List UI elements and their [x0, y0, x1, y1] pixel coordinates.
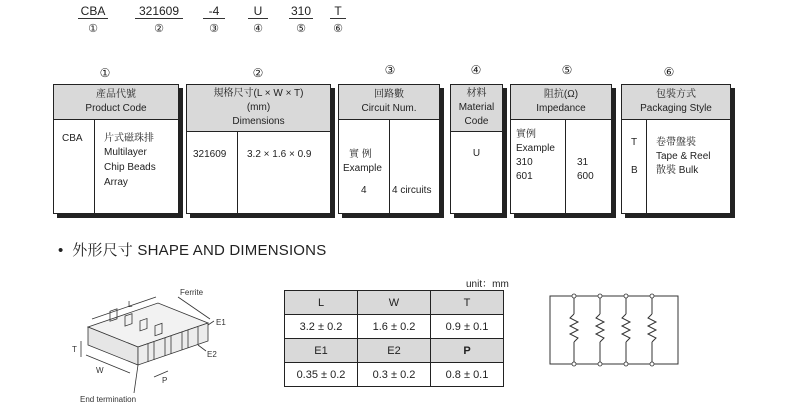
- pn-seg-3: -4: [203, 4, 225, 19]
- table-row: [285, 291, 504, 315]
- circuit-example-en: Example: [343, 163, 382, 174]
- pn-seg-2: 321609: [135, 4, 183, 19]
- table-cell: L: [285, 291, 358, 315]
- packaging-code-2: B: [631, 165, 638, 176]
- box-marker-2: ②: [252, 66, 264, 80]
- pn-seg-6: T: [330, 4, 346, 19]
- table-cell: E2: [358, 339, 431, 363]
- chip-drawing: [70, 285, 230, 405]
- p-label: P: [162, 376, 168, 385]
- impedance-example-en: Example: [516, 143, 555, 154]
- schematic-node: [598, 362, 602, 366]
- impedance-divider: [565, 120, 566, 213]
- packaging-zh-1: 卷帶盤裝: [656, 137, 696, 148]
- product-code-desc-en-1: Multilayer: [104, 147, 147, 158]
- schematic-resistor-4: [648, 296, 656, 364]
- product-code-desc-en-3: Array: [104, 177, 128, 188]
- material-header-en-2: Code: [464, 116, 489, 127]
- l-label: L: [128, 300, 133, 309]
- material-header-en-1: Material: [458, 102, 495, 113]
- product-code-header: [54, 85, 178, 120]
- end-termination-label: End termination: [80, 395, 137, 404]
- packaging-header-en: Packaging Style: [640, 103, 712, 114]
- dimensions-header-unit: (mm): [246, 102, 271, 113]
- packaging-box: [621, 84, 731, 214]
- pn-marker-5: ⑤: [296, 23, 306, 35]
- box-marker-5: ⑤: [561, 63, 573, 77]
- impedance-header-en: Impedance: [536, 103, 586, 114]
- table-cell: E1: [285, 339, 358, 363]
- pn-marker-4: ④: [253, 23, 263, 35]
- product-code-value: CBA: [62, 133, 83, 144]
- section-title: [58, 239, 326, 260]
- table-cell: W: [358, 291, 431, 315]
- pn-marker-2: ②: [154, 23, 164, 35]
- impedance-header: [511, 85, 611, 120]
- dimensions-code: 321609: [193, 149, 227, 160]
- packaging-code-1: T: [631, 137, 638, 148]
- schematic-outline: [550, 296, 678, 364]
- table-cell: 0.3 ± 0.2: [358, 363, 431, 387]
- pn-seg-5: 310: [290, 4, 312, 18]
- schematic-resistor-1: [570, 296, 578, 364]
- circuit-example-zh: 實 例: [349, 149, 372, 160]
- dimensions-divider: [237, 132, 238, 213]
- impedance-value-2: 600: [577, 171, 594, 182]
- dimensions-header-en: Dimensions: [232, 116, 285, 127]
- box-marker-1: ①: [99, 66, 111, 80]
- table-row: [285, 315, 504, 339]
- circuit-header: [339, 85, 439, 120]
- ferrite-label: Ferrite: [180, 288, 204, 297]
- t-label: T: [72, 345, 77, 354]
- schematic-node: [624, 294, 628, 298]
- impedance-box: [510, 84, 612, 214]
- circuit-header-zh: 回路數: [374, 89, 404, 100]
- circuit-schematic: [548, 290, 680, 372]
- product-code-box: [53, 84, 179, 214]
- packaging-en-1: Tape & Reel: [656, 151, 711, 162]
- impedance-example-zh: 實例: [516, 129, 536, 140]
- section-title-text: 外形尺寸 SHAPE AND DIMENSIONS: [72, 242, 327, 259]
- schematic-node: [598, 294, 602, 298]
- section-bullet: •: [58, 242, 64, 259]
- w-label: W: [96, 366, 104, 375]
- impedance-value-1: 31: [577, 157, 589, 168]
- product-code-divider: [94, 120, 95, 213]
- schematic-node: [650, 294, 654, 298]
- box-marker-3: ③: [384, 63, 396, 77]
- box-marker-4: ④: [470, 63, 482, 77]
- product-code-desc-zh: 片式磁珠排: [104, 133, 154, 144]
- table-cell: P: [431, 339, 504, 363]
- impedance-code-1: 310: [516, 157, 533, 168]
- table-cell: 3.2 ± 0.2: [285, 315, 358, 339]
- dimension-table: [284, 290, 504, 387]
- product-code-header-zh: 產品代號: [96, 89, 136, 100]
- schematic-node: [624, 362, 628, 366]
- packaging-header-zh: 包裝方式: [656, 89, 696, 100]
- product-code-desc-en-2: Chip Beads: [104, 162, 156, 173]
- schematic-node: [572, 294, 576, 298]
- schematic-resistor-3: [622, 296, 630, 364]
- table-cell: 1.6 ± 0.2: [358, 315, 431, 339]
- pn-seg-4: U: [248, 4, 268, 19]
- circuit-header-en: Circuit Num.: [361, 103, 417, 114]
- box-marker-6: ⑥: [663, 65, 675, 79]
- e2-label: E2: [207, 350, 217, 359]
- e2-leader: [198, 345, 206, 351]
- schematic-node: [650, 362, 654, 366]
- material-box: [450, 84, 503, 214]
- packaging-header: [622, 85, 730, 120]
- circuit-code: 4: [361, 185, 367, 196]
- table-cell: 0.35 ± 0.2: [285, 363, 358, 387]
- pn-marker-6: ⑥: [333, 23, 343, 35]
- dimensions-box: [186, 84, 331, 214]
- packaging-zh-2: 散裝 Bulk: [656, 165, 699, 176]
- table-row: [285, 363, 504, 387]
- material-header-zh: 材料: [466, 88, 487, 99]
- pn-seg-1: CBA: [78, 4, 108, 19]
- schematic-resistor-2: [596, 296, 604, 364]
- table-cell: T: [431, 291, 504, 315]
- table-row: [285, 339, 504, 363]
- unit-label: unit：mm: [466, 279, 509, 290]
- table-cell: 0.8 ± 0.1: [431, 363, 504, 387]
- dimensions-value: 3.2 × 1.6 × 0.9: [247, 149, 312, 160]
- material-header: [451, 85, 502, 132]
- e1-label: E1: [216, 318, 226, 327]
- packaging-divider: [646, 120, 647, 213]
- pn-marker-3: ③: [209, 23, 219, 35]
- product-code-header-en: Product Code: [85, 103, 147, 114]
- end-term-leader: [134, 365, 138, 393]
- impedance-header-zh: 阻抗(Ω): [543, 89, 579, 100]
- pn-marker-1: ①: [88, 23, 98, 35]
- circuit-value: 4 circuits: [392, 185, 432, 196]
- dimensions-header: [187, 85, 330, 132]
- dimensions-header-zh: 規格尺寸(L × W × T): [213, 88, 304, 99]
- material-code: U: [472, 148, 481, 159]
- circuit-box: [338, 84, 440, 214]
- circuit-divider: [389, 120, 390, 213]
- impedance-code-2: 601: [516, 171, 533, 182]
- schematic-node: [572, 362, 576, 366]
- table-cell: 0.9 ± 0.1: [431, 315, 504, 339]
